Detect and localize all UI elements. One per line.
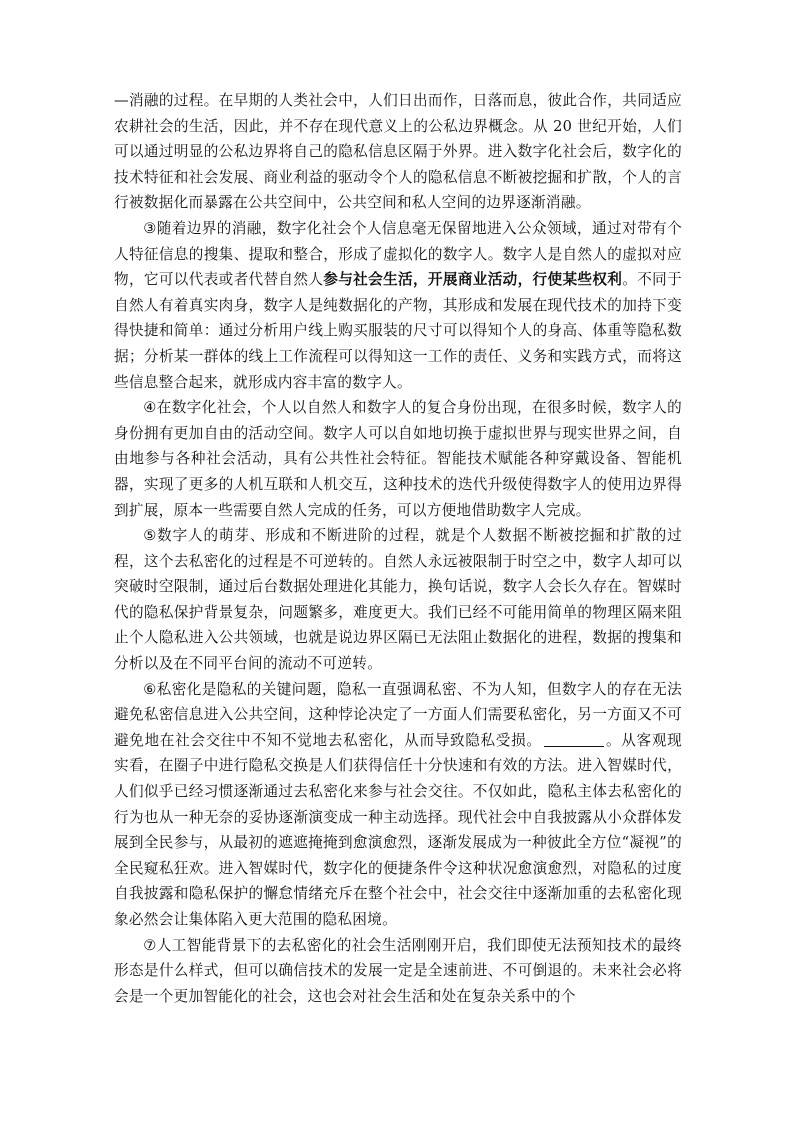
fill-in-blank	[544, 732, 604, 747]
paragraph-number: ③	[143, 219, 157, 237]
paragraph-number: ⑤	[143, 527, 158, 545]
paragraph-text: 在数字化社会，个人以自然人和数字人的复合身份出现，在很多时候，数字人的身份拥有更加自由的活动空间。数字人可以自如地切换于虚拟世界与现实世界之间，自由地参与各种社会活动，具有公共性社会特征。智能技术赋能各种穿戴设备、智能机器，实现了更多的人机互联和人机交互，这种技术的迭代升级使得数字人的使用边界得到扩展，原本一些需要自然人完成的任务，可以方便地借助数字人完成。	[114, 399, 682, 519]
paragraph-text-continued: 。不同于自然人有着真实肉身，数字人是纯数据化的产物，其形成和发展在现代技术的加持下变得快捷和简单：通过分析用户线上购买服装的尺寸可以得知个人的身高、体重等隐私数据；分析某一群体的线上工作流程可以得知这一工作的责任、义务和实践方式，而将这些信息整合起来，就形成内容丰富的数字人。	[114, 271, 682, 391]
paragraph-number: ⑥	[143, 680, 157, 698]
paragraph-number: ⑦	[143, 936, 157, 954]
paragraph-text: 人工智能背景下的去私密化的社会生活刚刚开启，我们即使无法预知技术的最终形态是什么样式，但可以确信技术的发展一定是全速前进、不可倒退的。未来社会必将会是一个更加智能化的社会，这也会对社会生活和处在复杂关系中的个	[114, 936, 682, 1005]
paragraph-number: ④	[143, 399, 157, 417]
paragraph-7	[114, 933, 682, 1010]
paragraph-3	[114, 216, 682, 395]
paragraph-continuation	[114, 88, 682, 216]
paragraph-text: 随着边界的消融，数字化社会个人信息毫无保留地进入公众领域，通过对带有个人特征信息的搜集、提取和整合，形成了虚拟化的数字人。数字人是自然人的虚拟对应物，它可以代表或者代替自然人	[114, 219, 682, 289]
paragraph-5	[114, 523, 682, 677]
paragraph-4	[114, 395, 682, 523]
paragraph-text-continued: 。从客观现实看，在圈子中进行隐私交换是人们获得信任十分快速和有效的方法。进入智媒时代，人们似乎已经习惯逐渐通过去私密化来参与社会交往。不仅如此，隐私主体去私密化的行为也从一种无奈的妥协逐渐演变成一种主动选择。现代社会中自我披露从小众群体发展到全民参与，从最初的遮遮掩掩到愈演愈烈，逐渐发展成为一种彼此全方位“凝视”的全民窥私狂欢。进入智媒时代，数字化的便捷条件令这种状况愈演愈烈，对隐私的过度自我披露和隐私保护的懈怠情绪充斥在整个社会中，社会交往中逐渐加重的去私密化现象必然会让集体陷入更大范围的隐私困境。	[114, 731, 682, 928]
paragraph-6	[114, 677, 682, 933]
paragraph-text: 数字人的萌芽、形成和不断进阶的过程，就是个人数据不断被挖掘和扩散的过程，这个去私密化的过程是不可逆转的。自然人永远被限制于时空之中，数字人却可以突破时空限制，通过后台数据处理进化其能力，换句话说，数字人会长久存在。智媒时代的隐私保护背景复杂，问题繁多，难度更大。我们已经不可能用简单的物理区隔来阻止个人隐私进入公共领域，也就是说边界区隔已无法阻止数据化的进程，数据的搜集和分析以及在不同平台间的流动不可逆转。	[114, 527, 683, 673]
bold-phrase: 参与社会生活，开展商业活动，行使某些权利	[323, 271, 623, 289]
paragraph-text: —消融的过程。在早期的人类社会中，人们日出而作，日落而息，彼此合作，共同适应农耕社会的生活，因此，并不存在现代意义上的公私边界概念。从 20 世纪开始，人们可以通过明显的公私边界将自己的隐私信息区隔于外界。进入数字化社会后，数字化的技术特征和社会发展、商业利益的驱动令个人的隐私信息不断被挖掘和扩散，个人的言行被数据化而暴露在公共空间中，公共空间和私人空间的边界逐渐消融。	[114, 92, 682, 212]
paragraph-text: 私密化是隐私的关键问题，隐私一直强调私密、不为人知，但数字人的存在无法避免私密信息进入公共空间，这种悖论决定了一方面人们需要私密化，另一方面又不可避免地在社会交往中不知不觉地去私密化，从而导致隐私受损。	[114, 680, 682, 749]
document-page	[114, 88, 682, 1009]
